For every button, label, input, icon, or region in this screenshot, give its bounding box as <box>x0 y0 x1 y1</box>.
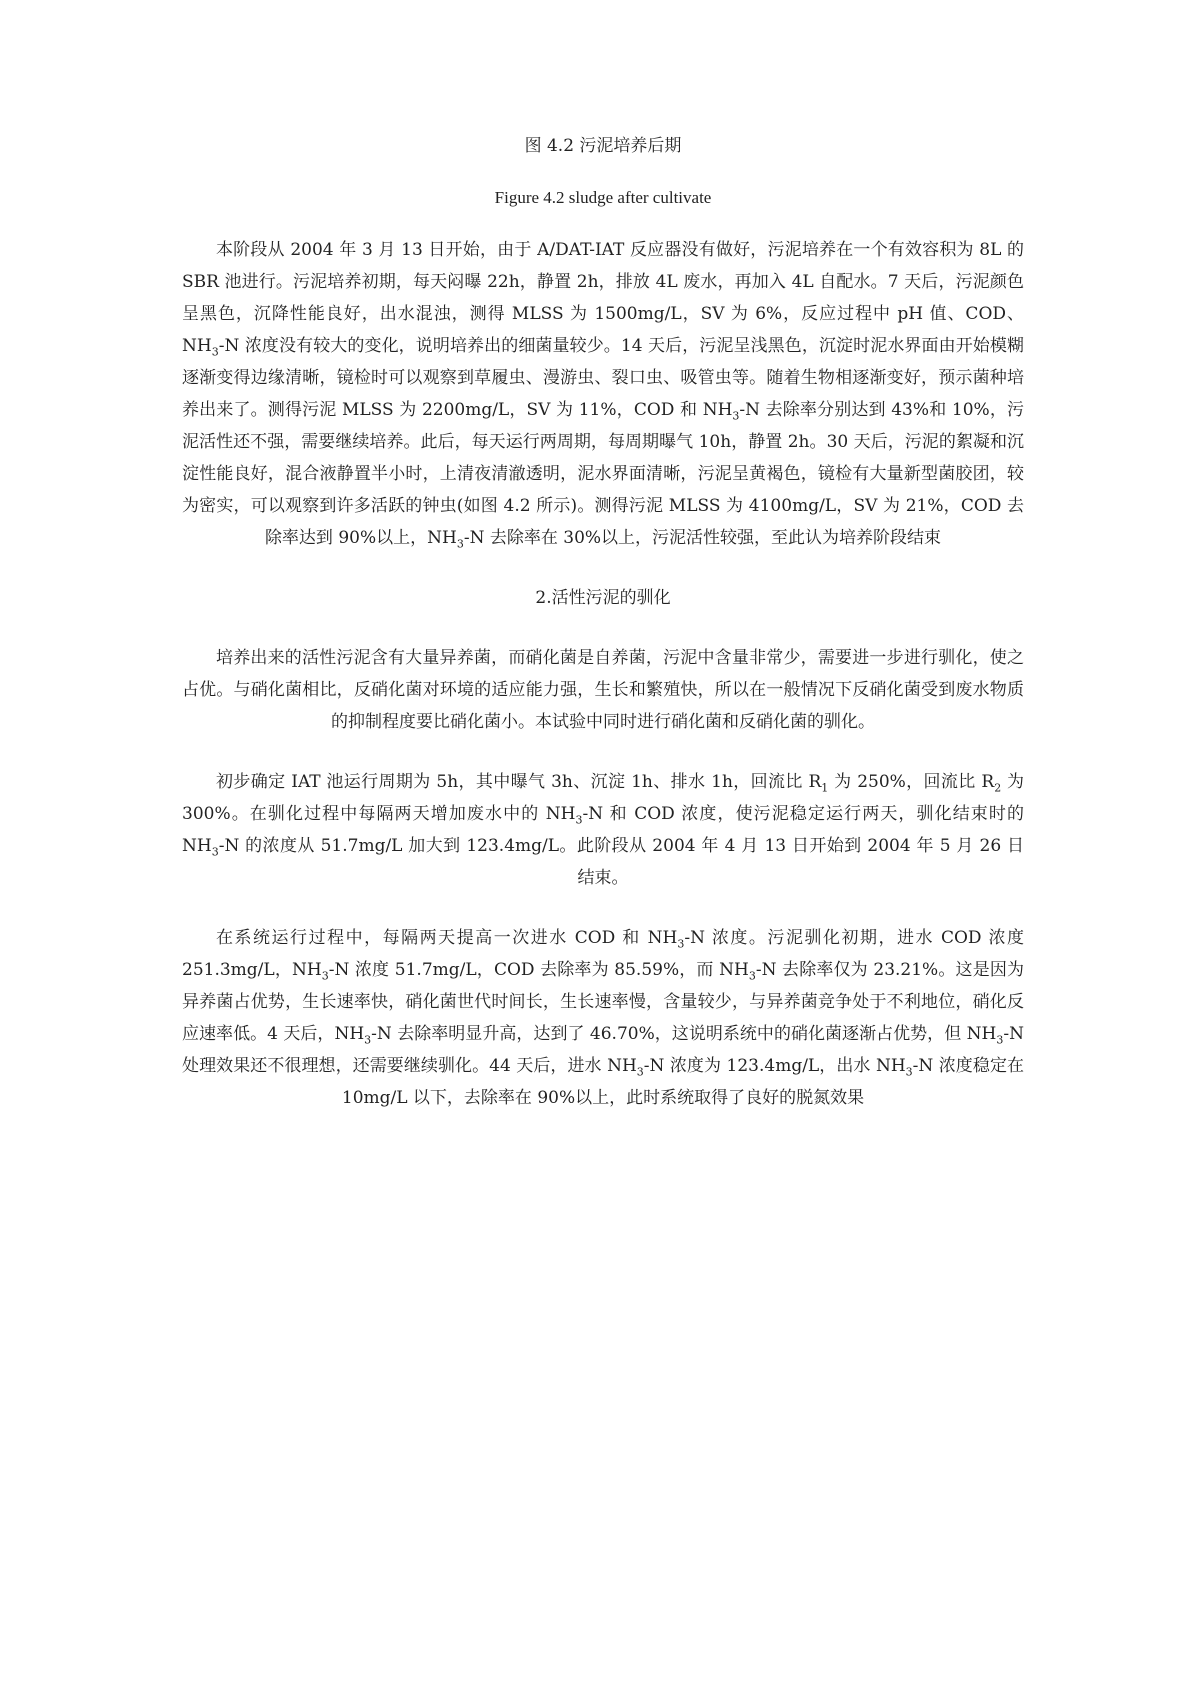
subscript: 3 <box>677 937 685 951</box>
subscript: 1 <box>821 781 829 795</box>
paragraph-cultivation <box>182 234 1024 554</box>
subscript: 3 <box>575 813 583 827</box>
subscript: 3 <box>211 345 219 359</box>
paragraph-text: 为 300%。在驯化过程中每隔两天增加废水中的 NH <box>182 772 1024 824</box>
subscript: 3 <box>321 969 329 983</box>
figure-caption-cn: 图 4.2 污泥培养后期 <box>524 136 682 156</box>
subscript: 3 <box>636 1065 644 1079</box>
subscript: 2 <box>994 781 1002 795</box>
paragraph-operation-cycle <box>182 766 1024 894</box>
subscript: 3 <box>364 1033 372 1047</box>
paragraph-text: -N 浓度。污泥驯化初期，进水 COD 浓度 251.3mg/L，NH <box>182 928 1024 980</box>
subscript: 3 <box>748 969 756 983</box>
subscript: 3 <box>456 537 464 551</box>
figure-caption-en: Figure 4.2 sludge after cultivate <box>494 188 712 207</box>
paragraph-text: -N 处理效果还不很理想，还需要继续驯化。44 天后，进水 NH <box>182 1024 1024 1076</box>
subscript: 3 <box>905 1065 913 1079</box>
paragraph-text: 在系统运行过程中，每隔两天提高一次进水 COD 和 NH <box>216 928 678 948</box>
paragraph-text: -N 和 COD 浓度，使污泥稳定运行两天，驯化结束时的 NH <box>182 804 1024 856</box>
section-heading: 2.活性污泥的驯化 <box>535 588 671 608</box>
paragraph-text: -N 浓度稳定在 10mg/L 以下，去除率在 90%以上，此时系统取得了良好的脱氮效果 <box>341 1056 1025 1108</box>
paragraph-text: -N 浓度为 123.4mg/L，出水 NH <box>643 1056 906 1076</box>
subscript: 3 <box>996 1033 1004 1047</box>
paragraph-text: 为 250%，回流比 R <box>828 772 995 792</box>
paragraph-text: -N 去除率仅为 23.21%。这是因为异养菌占优势，生长速率快，硝化菌世代时间长，生长速率慢，含量较少，与异养菌竞争处于不利地位，硝化反应速率低。4 天后，NH <box>182 960 1025 1044</box>
paragraph-text: -N 浓度没有较大的变化，说明培养出的细菌量较少。14 天后，污泥呈浅黑色，沉淀时泥水界面由开始模糊逐渐变得边缘清晰，镜检时可以观察到草履虫、漫游虫、裂口虫、吸管虫等。随着生物相逐渐变好，预示菌种培养出来了。测得污泥 MLSS 为 2200mg/L，SV 为 11%，COD 和 NH <box>182 336 1024 420</box>
paragraph-text: -N 浓度 51.7mg/L，COD 去除率为 85.59%，而 NH <box>328 960 749 980</box>
paragraph-text: -N 去除率分别达到 43%和 10%，污泥活性还不强，需要继续培养。此后，每天运行两周期，每周期曝气 10h，静置 2h。30 天后，污泥的絮凝和沉淀性能良好，混合液静置半小时，上清夜清澈透明，泥水界面清晰，污泥呈黄褐色，镜检有大量新型菌胶团，较为密实，可以观察到许多活跃的钟虫(如图 4.2 所示)。测得污泥 MLSS 为 4100mg/L，SV 为 21%，COD 去除率达到 90%以上，NH <box>182 400 1025 548</box>
document-page <box>182 130 1024 1142</box>
paragraph-text: -N 去除率在 30%以上，污泥活性较强，至此认为培养阶段结束 <box>463 528 942 548</box>
paragraph-text: 本阶段从 2004 年 3 月 13 日开始，由于 A/DAT-IAT 反应器没有做好，污泥培养在一个有效容积为 8L 的 SBR 池进行。污泥培养初期，每天闷曝 22h，静置 2h，排放 4L 废水，再加入 4L 自配水。7 天后，污泥颜色呈黑色，沉降性能良好，出水混浊，测得 MLSS 为 1500mg/L，SV 为 6%，反应过程中 pH 值、COD、NH <box>182 240 1024 356</box>
paragraph-domestication-intro: 培养出来的活性污泥含有大量异养菌，而硝化菌是自养菌，污泥中含量非常少，需要进一步进行驯化，使之占优。与硝化菌相比，反硝化菌对环境的适应能力强，生长和繁殖快，所以在一般情况下反硝化菌受到废水物质的抑制程度要比硝化菌小。本试验中同时进行硝化菌和反硝化菌的驯化。 <box>182 648 1024 732</box>
paragraph-text: -N 的浓度从 51.7mg/L 加大到 123.4mg/L。此阶段从 2004 年 4 月 13 日开始到 2004 年 5 月 26 日结束。 <box>218 836 1024 888</box>
subscript: 3 <box>211 845 219 859</box>
paragraph-text: -N 去除率明显升高，达到了 46.70%，这说明系统中的硝化菌逐渐占优势，但 NH <box>371 1024 997 1044</box>
paragraph-text: 初步确定 IAT 池运行周期为 5h，其中曝气 3h、沉淀 1h、排水 1h，回流比 R <box>216 772 822 792</box>
paragraph-system-operation <box>182 922 1024 1114</box>
subscript: 3 <box>732 409 740 423</box>
